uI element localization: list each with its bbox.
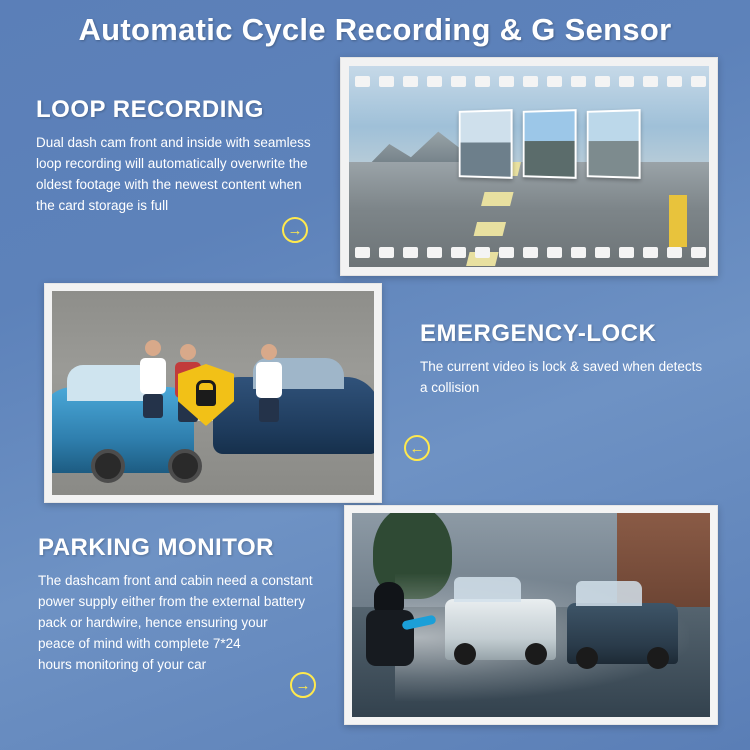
parking-monitor-line-1: The dashcam front and cabin need a constant: [38, 573, 313, 588]
film-perforations-bottom: [349, 242, 709, 262]
loop-recording-line-3: oldest footage with the newest content when: [36, 176, 302, 192]
parking-monitor-line-2: power supply either from the external battery: [38, 593, 306, 609]
filmstrip-road-photo: [340, 57, 718, 276]
film-perforations-top: [349, 71, 709, 91]
emergency-lock-line-1: The current video is lock & saved when detects: [420, 359, 703, 374]
emergency-lock-line-2: a collision: [420, 379, 480, 395]
loop-recording-heading: LOOP RECORDING: [36, 96, 264, 123]
loop-recording-line-1: Dual dash cam front and inside with seamless: [36, 135, 311, 150]
parking-monitor-heading: PARKING MONITOR: [38, 534, 274, 561]
section-emergency-lock-text: [420, 320, 730, 399]
roadside-post: [669, 195, 687, 247]
parking-monitor-line-4: peace of mind with complete 7*24: [38, 635, 241, 651]
dark-car-shape: [213, 377, 374, 455]
arrow-right-icon-loop-recording: →: [282, 217, 308, 243]
parking-monitor-body: [38, 571, 338, 676]
arrow-left-icon-emergency-lock: ←: [404, 435, 430, 461]
loop-recording-line-4: the card storage is full: [36, 197, 169, 213]
padlock-icon: [196, 390, 216, 406]
arrow-right-icon-parking-monitor: →: [290, 672, 316, 698]
car-wheel: [91, 449, 125, 483]
person-figure: [255, 344, 283, 418]
emergency-lock-body: [420, 357, 730, 399]
filmstrip-frames-group: [457, 110, 641, 178]
emergency-lock-heading: EMERGENCY-LOCK: [420, 320, 657, 347]
section-loop-recording-text: [36, 96, 326, 217]
film-frame-thumb: [587, 109, 641, 179]
loop-recording-body: [36, 133, 326, 217]
person-figure: [139, 340, 167, 414]
filmstrip-photo-inner: [349, 66, 709, 267]
dark-truck-shape: [567, 603, 678, 664]
parking-monitor-line-3: pack or hardwire, hence ensuring your: [38, 614, 268, 630]
loop-recording-line-2: loop recording will automatically overwrite the: [36, 155, 308, 171]
section-parking-monitor-text: [38, 534, 338, 676]
page-title: Automatic Cycle Recording & G Sensor: [78, 12, 672, 47]
thief-figure: [366, 582, 422, 694]
garage-photo-inner: [352, 513, 710, 717]
garage-night-thief-photo: [344, 505, 718, 725]
film-frame-thumb: [459, 109, 513, 179]
white-truck-shape: [445, 599, 556, 660]
parking-monitor-line-5: hours monitoring of your car: [38, 656, 207, 672]
film-frame-thumb: [523, 109, 577, 179]
car-wheel: [168, 449, 202, 483]
